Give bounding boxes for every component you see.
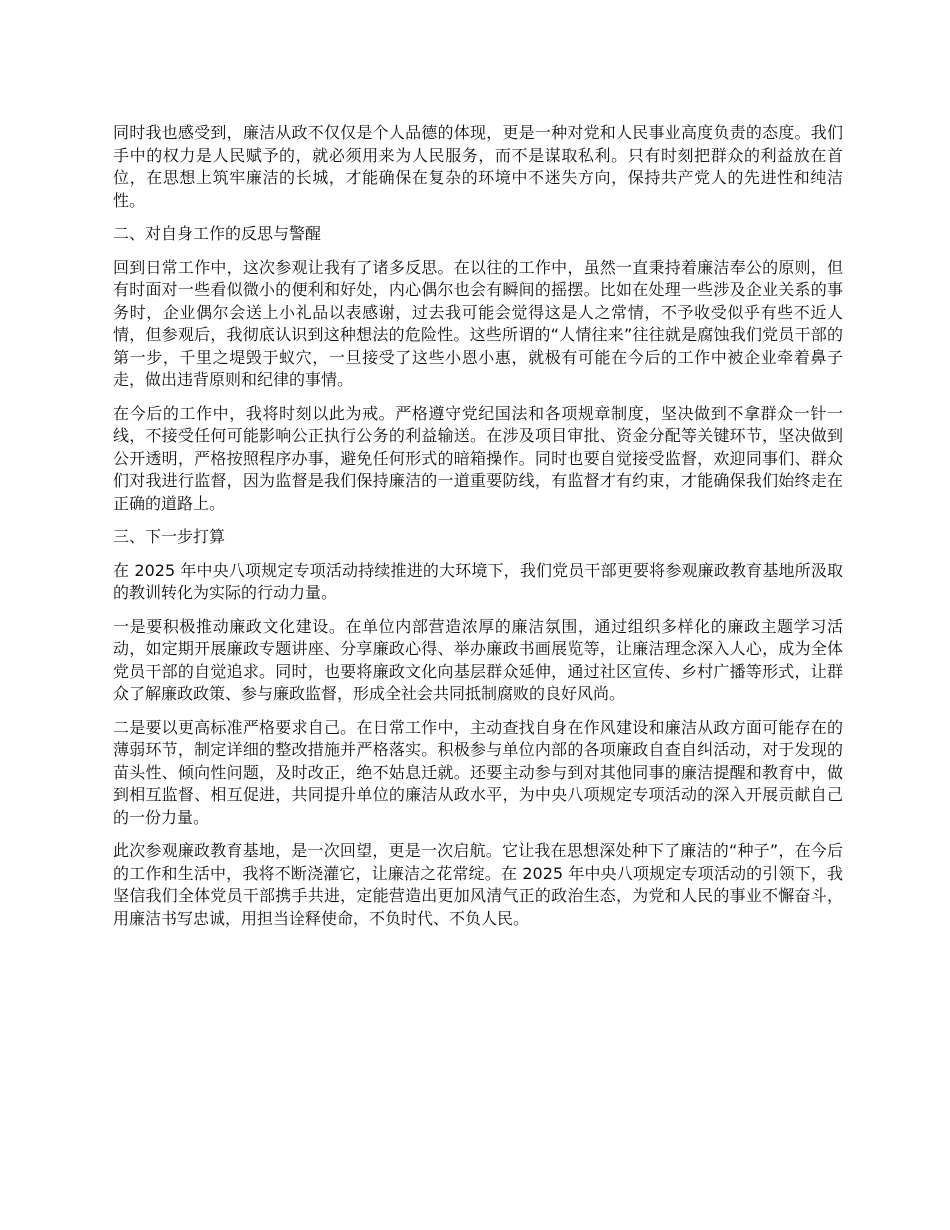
document-body bbox=[113, 122, 843, 941]
paragraph-work-reflection: 回到日常工作中，这次参观让我有了诸多反思。在以往的工作中，虽然一直秉持着廉洁奉公的原则，但有时面对一些看似微小的便利和好处，内心偶尔也会有瞬间的摇摆。比如在处理一些涉及企业关系的事务时，企业偶尔会送上小礼品以表感谢，过去我可能会觉得这是人之常情，不予收受似乎有些不近人情，但参观后，我彻底认识到这种想法的危险性。这些所谓的“人情往来”往往就是腐蚀我们党员干部的第一步，千里之堤毁于蚁穴，一旦接受了这些小恩小惠，就极有可能在今后的工作中被企业牵着鼻子走，做出违背原则和纪律的事情。 bbox=[113, 257, 843, 389]
paragraph-conclusion: 此次参观廉政教育基地，是一次回望，更是一次启航。它让我在思想深处种下了廉洁的“种子”，在今后的工作和生活中，我将不断浇灌它，让廉洁之花常绽。在 2025 年中央八项规定专项活动的引领下，我坚信我们全体党员干部携手共进，定能营造出更加风清气正的政治生态，为党和人民的事业不懈奋斗，用廉洁书写忠诚，用担当诠释使命，不负时代、不负人民。 bbox=[113, 841, 843, 928]
paragraph-self-discipline: 二是要以更高标准严格要求自己。在日常工作中，主动查找自身在作风建设和廉洁从政方面可能存在的薄弱环节，制定详细的整改措施并严格落实。积极参与单位内部的各项廉政自查自纠活动，对于发现的苗头性、倾向性问题，及时改正，绝不姑息迁就。还要主动参与到对其他同事的廉洁提醒和教育中，做到相互监督、相互促进，共同提升单位的廉洁从政水平，为中央八项规定专项活动的深入开展贡献自己的一份力量。 bbox=[113, 717, 843, 827]
section-heading-self-reflection: 二、对自身工作的反思与警醒 bbox=[113, 224, 322, 243]
section-heading-next-steps: 三、下一步打算 bbox=[113, 527, 226, 546]
paragraph-future-commitment: 在今后的工作中，我将时刻以此为戒。严格遵守党纪国法和各项规章制度，坚决做到不拿群众一针一线，不接受任何可能影响公正执行公务的利益输送。在涉及项目审批、资金分配等关键环节，坚决做到公开透明，严格按照程序办事，避免任何形式的暗箱操作。同时也要自觉接受监督，欢迎同事们、群众们对我进行监督，因为监督是我们保持廉洁的一道重要防线，有监督才有约束，才能确保我们始终走在正确的道路上。 bbox=[113, 403, 843, 513]
paragraph-integrity-attitude: 同时我也感受到，廉洁从政不仅仅是个人品德的体现，更是一种对党和人民事业高度负责的态度。我们手中的权力是人民赋予的，就必须用来为人民服务，而不是谋取私利。只有时刻把群众的利益放在首位，在思想上筑牢廉洁的长城，才能确保在复杂的环境中不迷失方向，保持共产党人的先进性和纯洁性。 bbox=[113, 123, 843, 210]
paragraph-next-steps-intro: 在 2025 年中央八项规定专项活动持续推进的大环境下，我们党员干部更要将参观廉政教育基地所汲取的教训转化为实际的行动力量。 bbox=[113, 560, 843, 602]
paragraph-culture-building: 一是要积极推动廉政文化建设。在单位内部营造浓厚的廉洁氛围，通过组织多样化的廉政主题学习活动，如定期开展廉政专题讲座、分享廉政心得、举办廉政书画展览等，让廉洁理念深入人心，成为全体党员干部的自觉追求。同时，也要将廉政文化向基层群众延伸，通过社区宣传、乡村广播等形式，让群众了解廉政政策、参与廉政监督，形成全社会共同抵制腐败的良好风尚。 bbox=[113, 616, 843, 703]
